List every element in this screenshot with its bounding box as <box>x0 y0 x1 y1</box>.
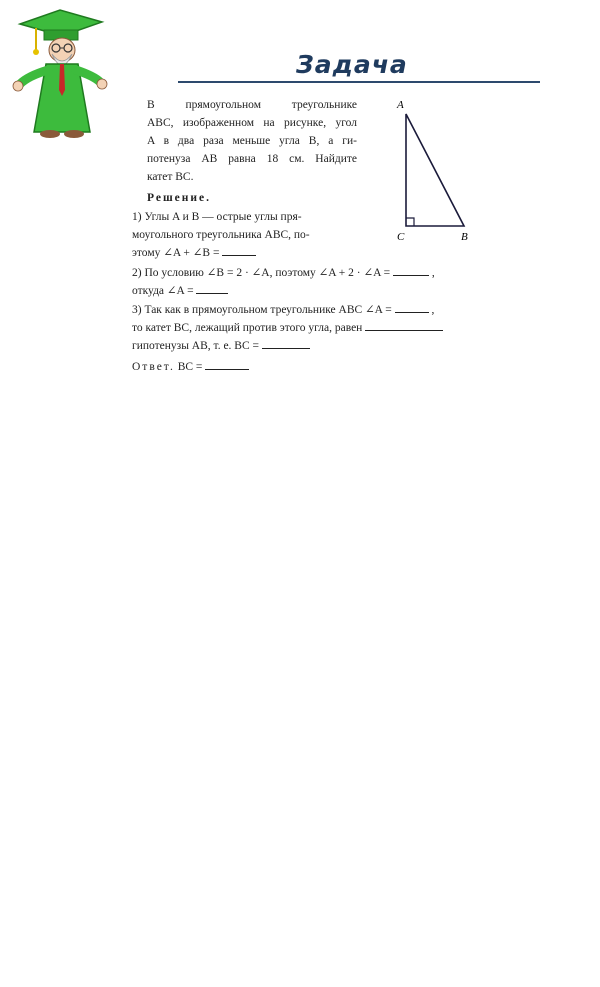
vertex-a-label: A <box>397 99 404 111</box>
step-text: то катет BC, лежащий против этого угла, равен <box>132 322 363 334</box>
problem-line: A в два раза меньше угла B, а ги- <box>147 135 357 147</box>
title-underline <box>178 81 540 83</box>
problem-statement <box>147 96 357 186</box>
step-line <box>132 282 530 300</box>
answer-blank[interactable] <box>365 319 443 331</box>
right-triangle-figure <box>390 94 480 244</box>
answer-blank[interactable] <box>393 264 429 276</box>
step-line: моугольного треугольника ABC, по- <box>132 229 310 241</box>
solution-step-1 <box>132 208 357 262</box>
triangle-abc <box>406 114 464 226</box>
problem-line: В прямоугольном треугольнике <box>147 99 357 111</box>
step-line: 1) Углы A и B — острые углы пря- <box>132 211 302 223</box>
answer-blank[interactable] <box>262 337 310 349</box>
answer-line <box>132 358 249 376</box>
right-angle-mark <box>406 218 414 226</box>
vertex-b-label: B <box>461 231 468 243</box>
answer-blank[interactable] <box>222 244 256 256</box>
problem-line: ABC, изображенном на рисунке, угол <box>147 117 357 129</box>
step-text: 3) Так как в прямоугольном треугольнике ABC ∠A = <box>132 304 392 316</box>
step-text: гипотенузы AB, т. е. BC = <box>132 340 259 352</box>
solution-heading: Решение. <box>147 192 212 204</box>
answer-expression: BC = <box>177 361 203 373</box>
answer-label: Ответ. <box>132 361 175 373</box>
page-title: Задача <box>296 50 408 79</box>
step-line <box>132 319 530 337</box>
professor-mascot-image <box>10 6 110 140</box>
step-text: этому ∠A + ∠B = <box>132 247 220 259</box>
step-line: 3) Так как в прямоугольном треугольнике ABC ∠A = , <box>132 301 530 319</box>
solution-step-3 <box>132 301 530 355</box>
step-line <box>132 337 530 355</box>
answer-blank[interactable] <box>395 301 429 313</box>
vertex-c-label: C <box>397 231 405 243</box>
answer-blank[interactable] <box>205 358 249 370</box>
step-line <box>132 244 357 262</box>
step-text: 2) По условию ∠B = 2 · ∠A, поэтому ∠A + 2 · ∠A = <box>132 267 391 279</box>
solution-step-2 <box>132 264 530 300</box>
step-line: 2) По условию ∠B = 2 · ∠A, поэтому ∠A + 2 · ∠A = , <box>132 264 530 282</box>
problem-line: потенуза AB равна 18 см. Найдите <box>147 153 357 165</box>
problem-line: катет BC. <box>147 171 194 183</box>
step-text: откуда ∠A = <box>132 285 194 297</box>
answer-blank[interactable] <box>196 282 228 294</box>
